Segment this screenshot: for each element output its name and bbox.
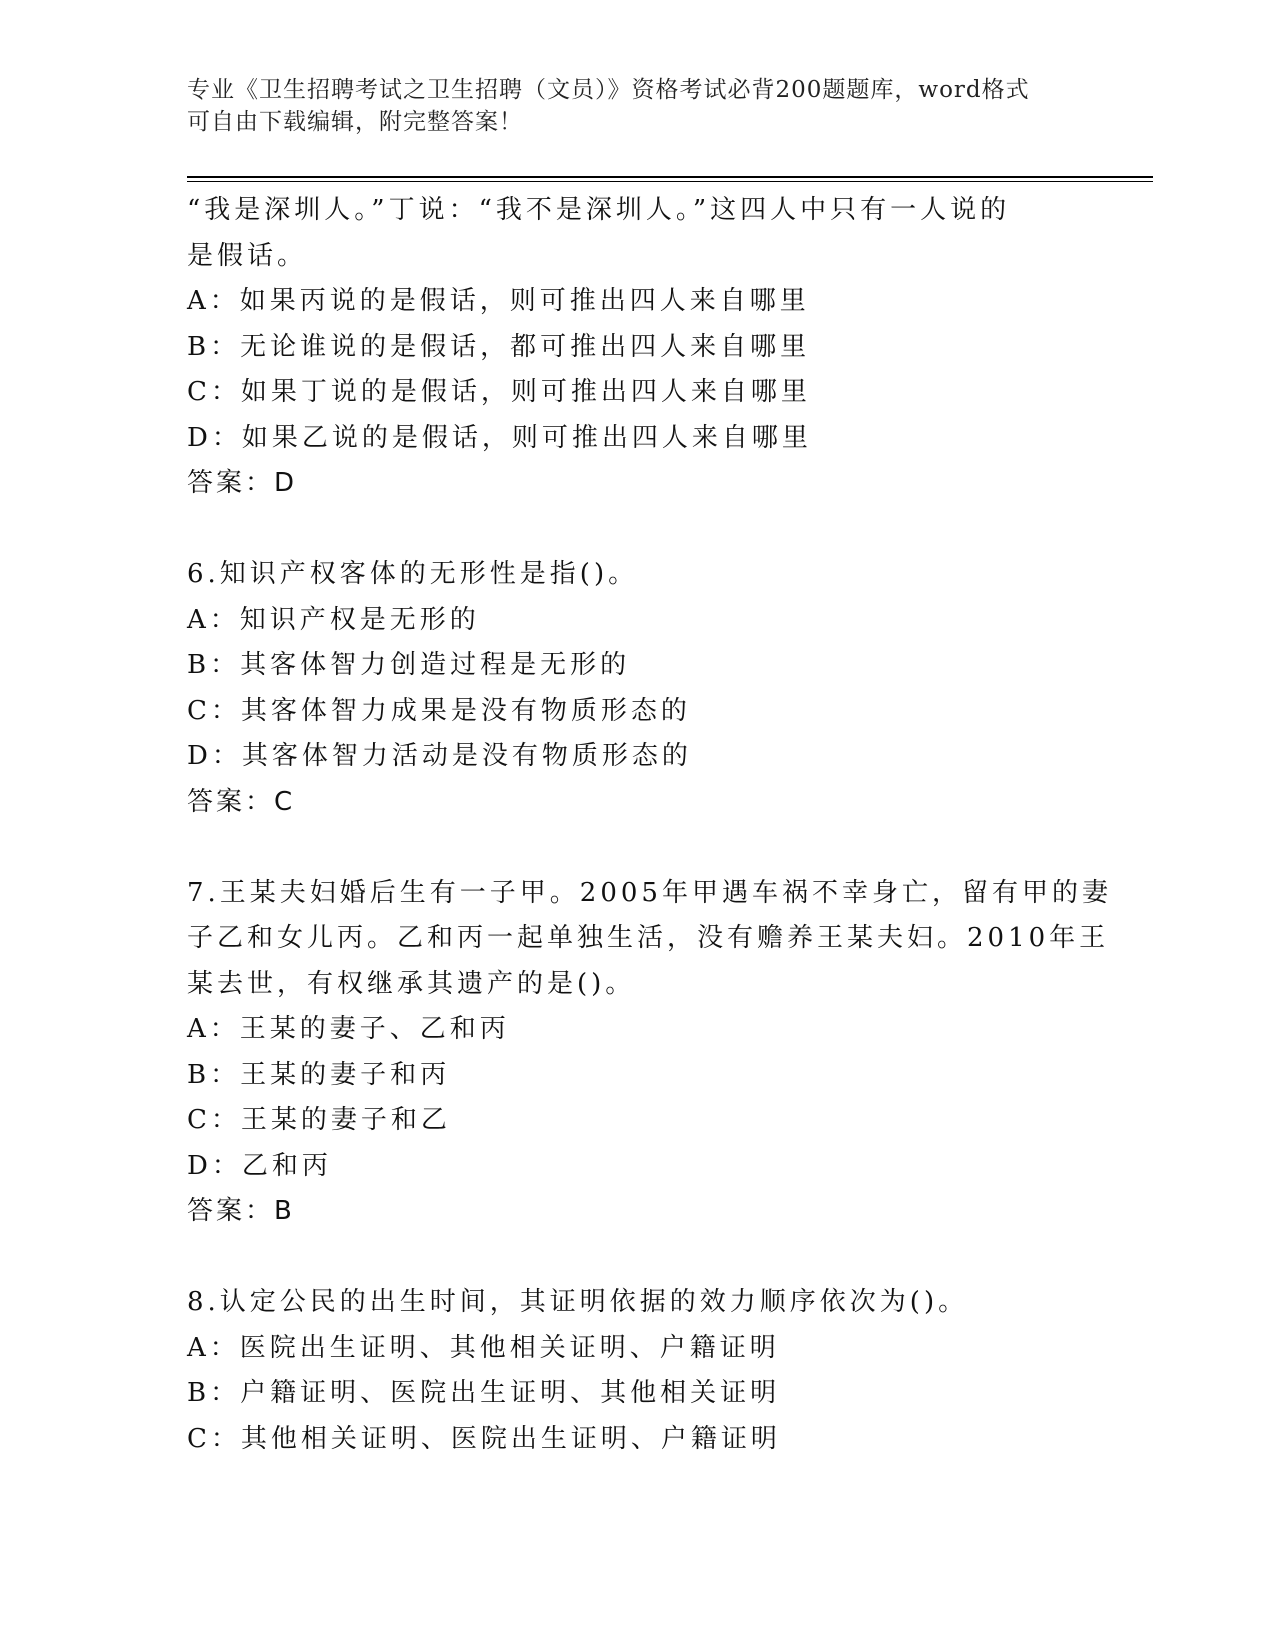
option-c: C：如果丁说的是假话，则可推出四人来自哪里 [187, 377, 811, 407]
header-divider-thin [187, 181, 1153, 182]
question-block [187, 552, 1087, 825]
header-line-2: 可自由下载编辑，附完整答案！ [187, 109, 523, 135]
question-stem: 是假话。 [187, 240, 308, 271]
option-a: A：医院出生证明、其他相关证明、户籍证明 [187, 1332, 780, 1363]
option-a: A：知识产权是无形的 [187, 604, 480, 635]
option-c: C：王某的妻子和乙 [187, 1105, 451, 1135]
option-a: A：如果丙说的是假话，则可推出四人来自哪里 [187, 286, 810, 316]
option-d: D：乙和丙 [187, 1150, 332, 1181]
question-stem: 8.认定公民的出生时间，其证明依据的效力顺序依次为()。 [187, 1287, 969, 1317]
option-b: B：王某的妻子和丙 [187, 1059, 451, 1090]
question-block [187, 871, 1112, 1235]
option-b: B：其客体智力创造过程是无形的 [187, 650, 631, 680]
header-line-1: 专业《卫生招聘考试之卫生招聘（文员）》资格考试必背200题题库，word格式 [187, 77, 1030, 103]
option-d: D：其客体智力活动是没有物质形态的 [187, 741, 692, 771]
option-a: A：王某的妻子、乙和丙 [187, 1014, 510, 1044]
question-stem: 某去世，有权继承其遗产的是()。 [187, 968, 636, 999]
answer: 答案：B [187, 1196, 295, 1226]
question-stem: 子乙和女儿丙。乙和丙一起单独生活，没有赡养王某夫妇。2010年王 [187, 923, 1110, 953]
document-header [187, 74, 1067, 138]
option-d: D：如果乙说的是假话，则可推出四人来自哪里 [187, 422, 812, 453]
question-stem: 7.王某夫妇婚后生有一子甲。2005年甲遇车祸不幸身亡，留有甲的妻 [187, 877, 1112, 908]
question-stem: “我是深圳人。”丁说：“我不是深圳人。”这四人中只有一人说的 [187, 195, 1011, 225]
option-b: B：户籍证明、医院出生证明、其他相关证明 [187, 1378, 781, 1408]
question-stem: 6.知识产权客体的无形性是指()。 [187, 559, 639, 589]
question-list [187, 188, 1112, 1462]
header-divider-thick [187, 176, 1153, 178]
option-c: C：其客体智力成果是没有物质形态的 [187, 695, 691, 726]
question-block [187, 1280, 1087, 1462]
answer: 答案：D [187, 468, 298, 498]
option-b: B：无论谁说的是假话，都可推出四人来自哪里 [187, 331, 811, 362]
answer: 答案：C [187, 786, 296, 817]
option-c: C：其他相关证明、医院出生证明、户籍证明 [187, 1423, 781, 1454]
question-block [187, 188, 1087, 507]
